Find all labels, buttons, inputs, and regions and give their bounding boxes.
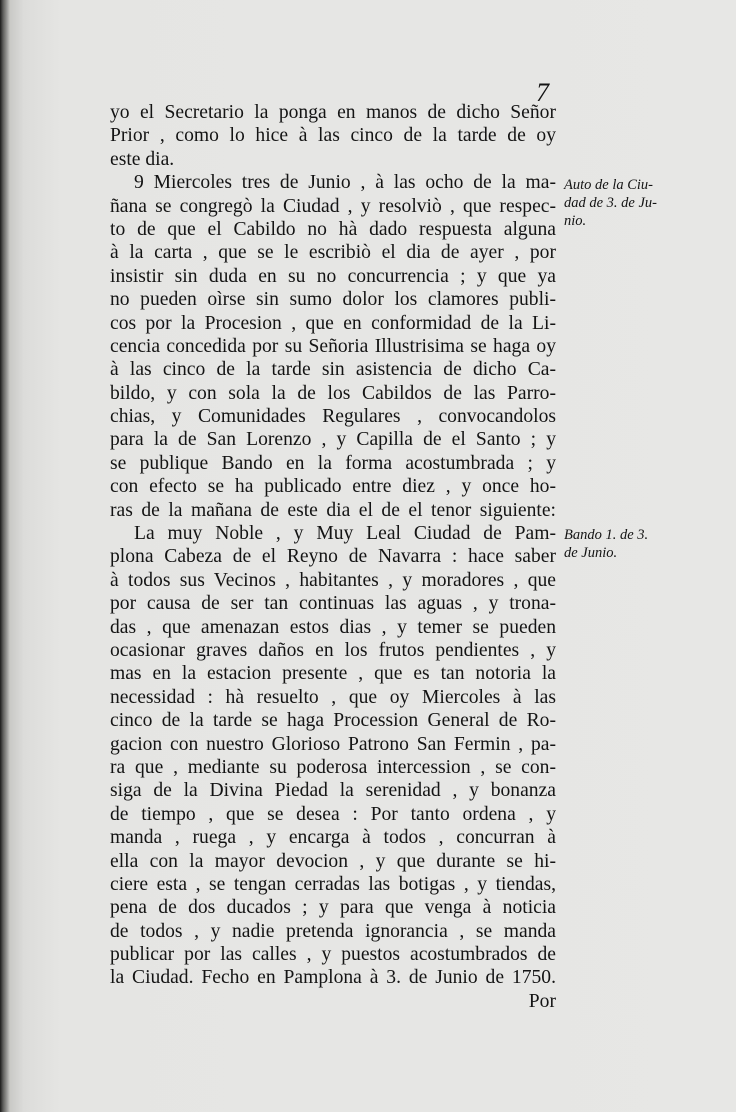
text-line: publicar por las calles , y puestos acostumbrados de <box>110 944 556 966</box>
text-line: cencia concedida por su Señoria Illustrisima se haga oy <box>110 335 556 357</box>
text-line: ñana se congregò la Ciudad , y resolviò , que respec- <box>110 195 556 217</box>
margin-note-line: dad de 3. de Ju- <box>564 195 658 211</box>
text-line: La muy Noble , y Muy Leal Ciudad de Pam- <box>134 523 556 545</box>
text-line: ciere esta , se tengan cerradas las botigas , y tiendas, <box>110 873 556 895</box>
text-line: no pueden oìrse sin sumo dolor los clamores publi- <box>110 289 556 311</box>
margin-note-auto <box>564 176 684 230</box>
text-line: à todos sus Vecinos , habitantes , y moradores , que <box>110 569 556 591</box>
text-line: Prior , como lo hice à las cinco de la tarde de oy <box>110 125 556 147</box>
page-number: 7 <box>536 78 549 107</box>
text-line: se publique Bando en la forma acostumbrada ; y <box>110 452 556 474</box>
text-line: cinco de la tarde se haga Procession General de Ro- <box>110 710 556 732</box>
margin-note-bando <box>564 526 684 562</box>
text-line: bildo, y con sola la de los Cabildos de las Parro- <box>110 382 556 404</box>
text-line: das , que amenazan estos dias , y temer se pueden <box>110 616 556 638</box>
text-line: para la de San Lorenzo , y Capilla de el Santo ; y <box>110 429 556 451</box>
text-line: insistir sin duda en su no concurrencia ; y que ya <box>110 265 556 287</box>
text-line: de tiempo , que se desea : Por tanto ordena , y <box>110 803 556 825</box>
text-line: la Ciudad. Fecho en Pamplona à 3. de Junio de 1750. <box>110 967 556 989</box>
text-line: ra que , mediante su poderosa intercession , se con- <box>110 756 556 778</box>
text-line: plona Cabeza de el Reyno de Navarra : hace saber <box>110 546 556 568</box>
text-line: à las cinco de la tarde sin asistencia de dicho Ca- <box>110 359 556 381</box>
margin-note-line: Bando 1. de 3. <box>564 527 649 543</box>
margin-note-line: de Junio. <box>564 545 618 561</box>
text-line: manda , ruega , y encarga à todos , concurran à <box>110 827 556 849</box>
text-line: de todos , y nadie pretenda ignorancia , se manda <box>110 920 556 942</box>
text-line: por causa de ser tan continuas las aguas , y trona- <box>110 593 556 615</box>
text-line: ras de la mañana de este dia el de el tenor siguiente: <box>110 499 556 521</box>
text-line: cos por la Procesion , que en conformidad de la Li- <box>110 312 556 334</box>
catchword: Por <box>528 990 556 1012</box>
body-text <box>110 101 556 1013</box>
text-line: chias, y Comunidades Regulares , convocandolos <box>110 406 556 428</box>
text-line: con efecto se ha publicado entre diez , y once ho- <box>110 476 556 498</box>
text-line: 9 Miercoles tres de Junio , à las ocho de la ma- <box>134 172 556 194</box>
text-line: necessidad : hà resuelto , que oy Miercoles à las <box>110 686 556 708</box>
text-line: à la carta , que se le escribiò el dia de ayer , por <box>110 242 556 264</box>
text-line: ella con la mayor devocion , y que durante se hi- <box>110 850 556 872</box>
text-line: mas en la estacion presente , que es tan notoria la <box>110 663 556 685</box>
text-line: siga de la Divina Piedad la serenidad , y bonanza <box>110 780 556 802</box>
text-line: yo el Secretario la ponga en manos de dicho Señor <box>110 102 556 123</box>
text-line: este dia. <box>110 148 175 170</box>
margin-note-line: nio. <box>564 213 587 229</box>
text-line: to de que el Cabildo no hà dado respuesta alguna <box>110 218 556 240</box>
text-line: pena de dos ducados ; y para que venga à noticia <box>110 897 556 919</box>
margin-note-line: Auto de la Ciu- <box>564 177 654 193</box>
text-line: gacion con nuestro Glorioso Patrono San Fermin , pa- <box>110 733 556 755</box>
text-line: ocasionar graves daños en los frutos pendientes , y <box>110 639 556 661</box>
